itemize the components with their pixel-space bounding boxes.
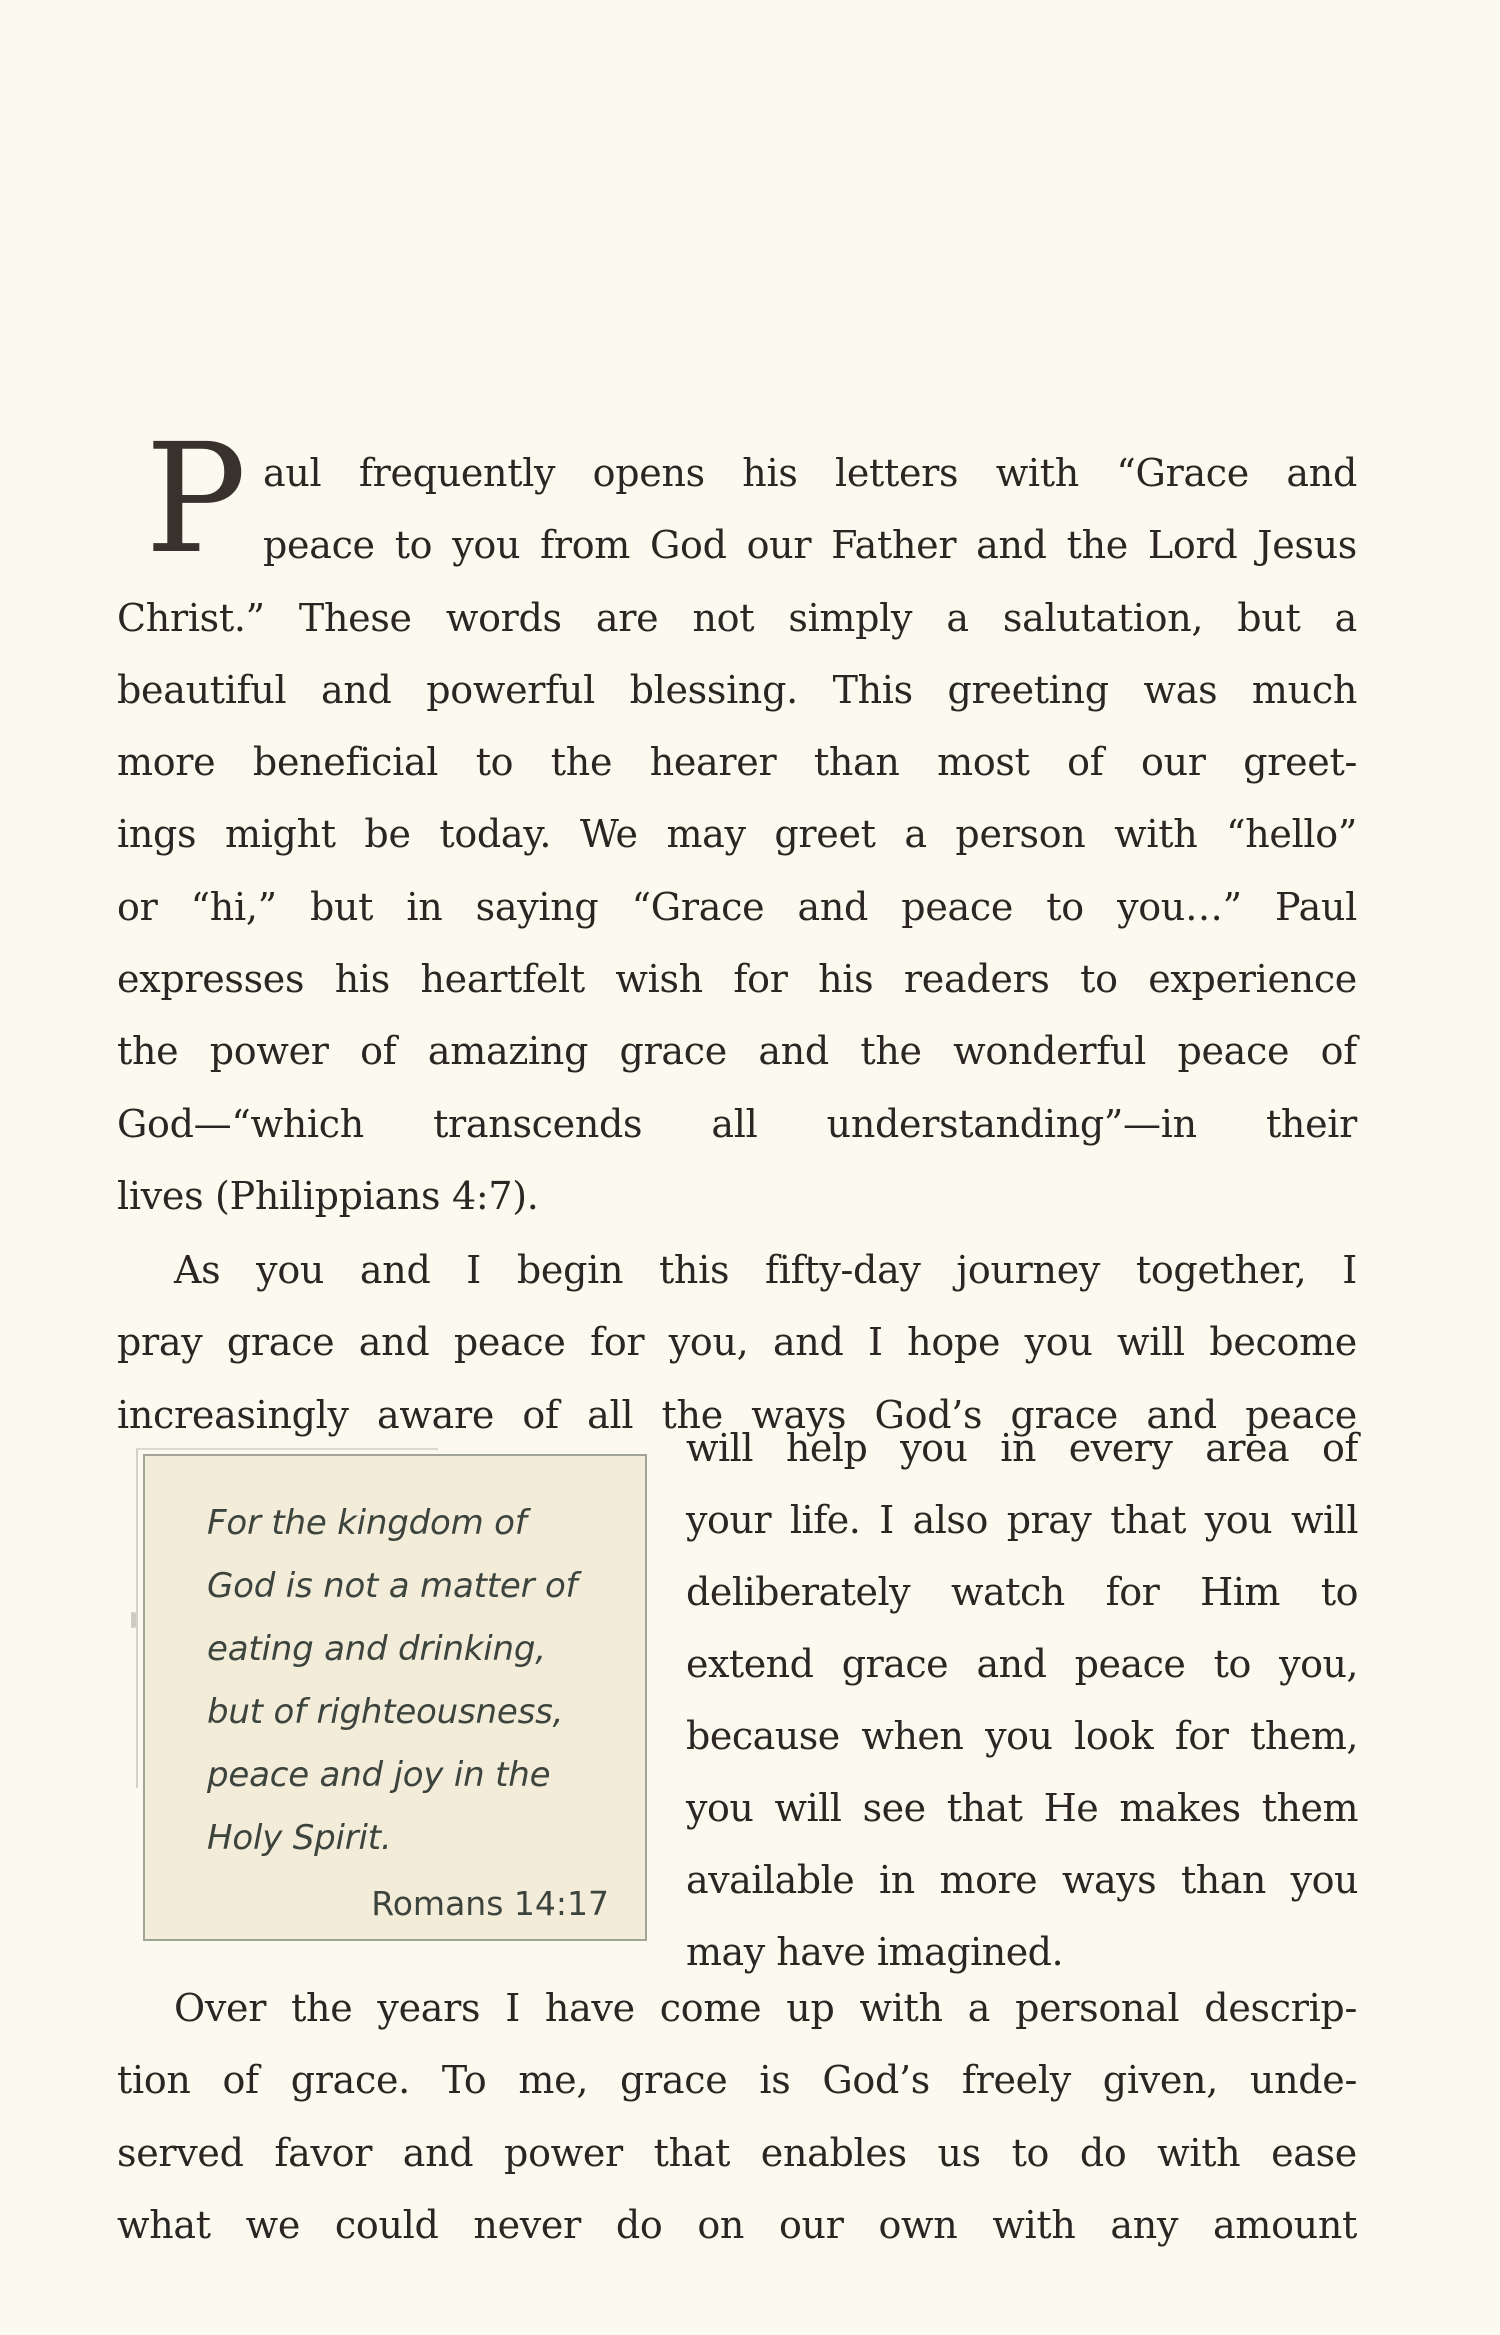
text-line: increasingly aware of all the ways God’s grace and peace <box>117 1392 1357 1437</box>
paragraph-journey-wrap-column <box>686 1412 1358 1988</box>
scripture-callout <box>143 1454 647 1941</box>
text-line: extend grace and peace to you, <box>686 1642 1358 1686</box>
text-line: served favor and power that enables us to do with ease <box>117 2130 1357 2175</box>
paragraph-opening <box>117 437 1357 1232</box>
text-line: tion of grace. To me, grace is God’s freely given, unde- <box>117 2058 1357 2103</box>
scripture-citation: Romans 14:17 <box>371 1884 609 1923</box>
text-line: ings might be today. We may greet a person with “hello” <box>117 812 1357 857</box>
text-line: God—“which transcends all understanding”—in their <box>117 1101 1357 1146</box>
scan-artifact <box>131 1612 136 1628</box>
text-line: more beneficial to the hearer than most of our greet- <box>117 740 1357 785</box>
text-line: lives (Philippians 4:7). <box>117 1173 539 1218</box>
text-line: peace to you from God our Father and the Lord Jesus <box>263 523 1357 568</box>
text-line: Over the years I have come up with a personal descrip- <box>174 1986 1357 2030</box>
scripture-quote-line: but of righteousness, <box>207 1692 564 1732</box>
text-line: pray grace and peace for you, and I hope you will become <box>117 1320 1357 1365</box>
text-line: may have imagined. <box>686 1930 1064 1974</box>
text-line: As you and I begin this fifty-day journey together, I <box>174 1248 1357 1292</box>
text-line: or “hi,” but in saying “Grace and peace to you…” Paul <box>117 884 1357 929</box>
text-line: will help you in every area of <box>686 1426 1358 1470</box>
paragraph-grace-description <box>117 1972 1357 2261</box>
drop-cap: P <box>145 411 247 587</box>
scripture-quote-line: For the kingdom of <box>207 1503 527 1543</box>
scripture-quote-line: peace and joy in the <box>207 1755 551 1795</box>
text-line: aul frequently opens his letters with “Grace and <box>263 451 1357 495</box>
text-line: you will see that He makes them <box>686 1786 1358 1830</box>
scripture-quote-line: Holy Spirit. <box>207 1818 392 1858</box>
scripture-quote-line: God is not a matter of <box>207 1566 578 1606</box>
text-line: your life. I also pray that you will <box>686 1498 1358 1542</box>
text-line: beautiful and powerful blessing. This greeting was much <box>117 667 1357 712</box>
text-line: the power of amazing grace and the wonderful peace of <box>117 1029 1357 1074</box>
text-line: because when you look for them, <box>686 1714 1358 1758</box>
text-line: Christ.” These words are not simply a salutation, but a <box>117 595 1357 640</box>
text-line: what we could never do on our own with any amount <box>117 2202 1357 2247</box>
text-line: expresses his heartfelt wish for his readers to experience <box>117 957 1357 1002</box>
scripture-quote-line: eating and drinking, <box>207 1629 546 1669</box>
text-line: available in more ways than you <box>686 1858 1358 1902</box>
text-line: deliberately watch for Him to <box>686 1570 1358 1614</box>
